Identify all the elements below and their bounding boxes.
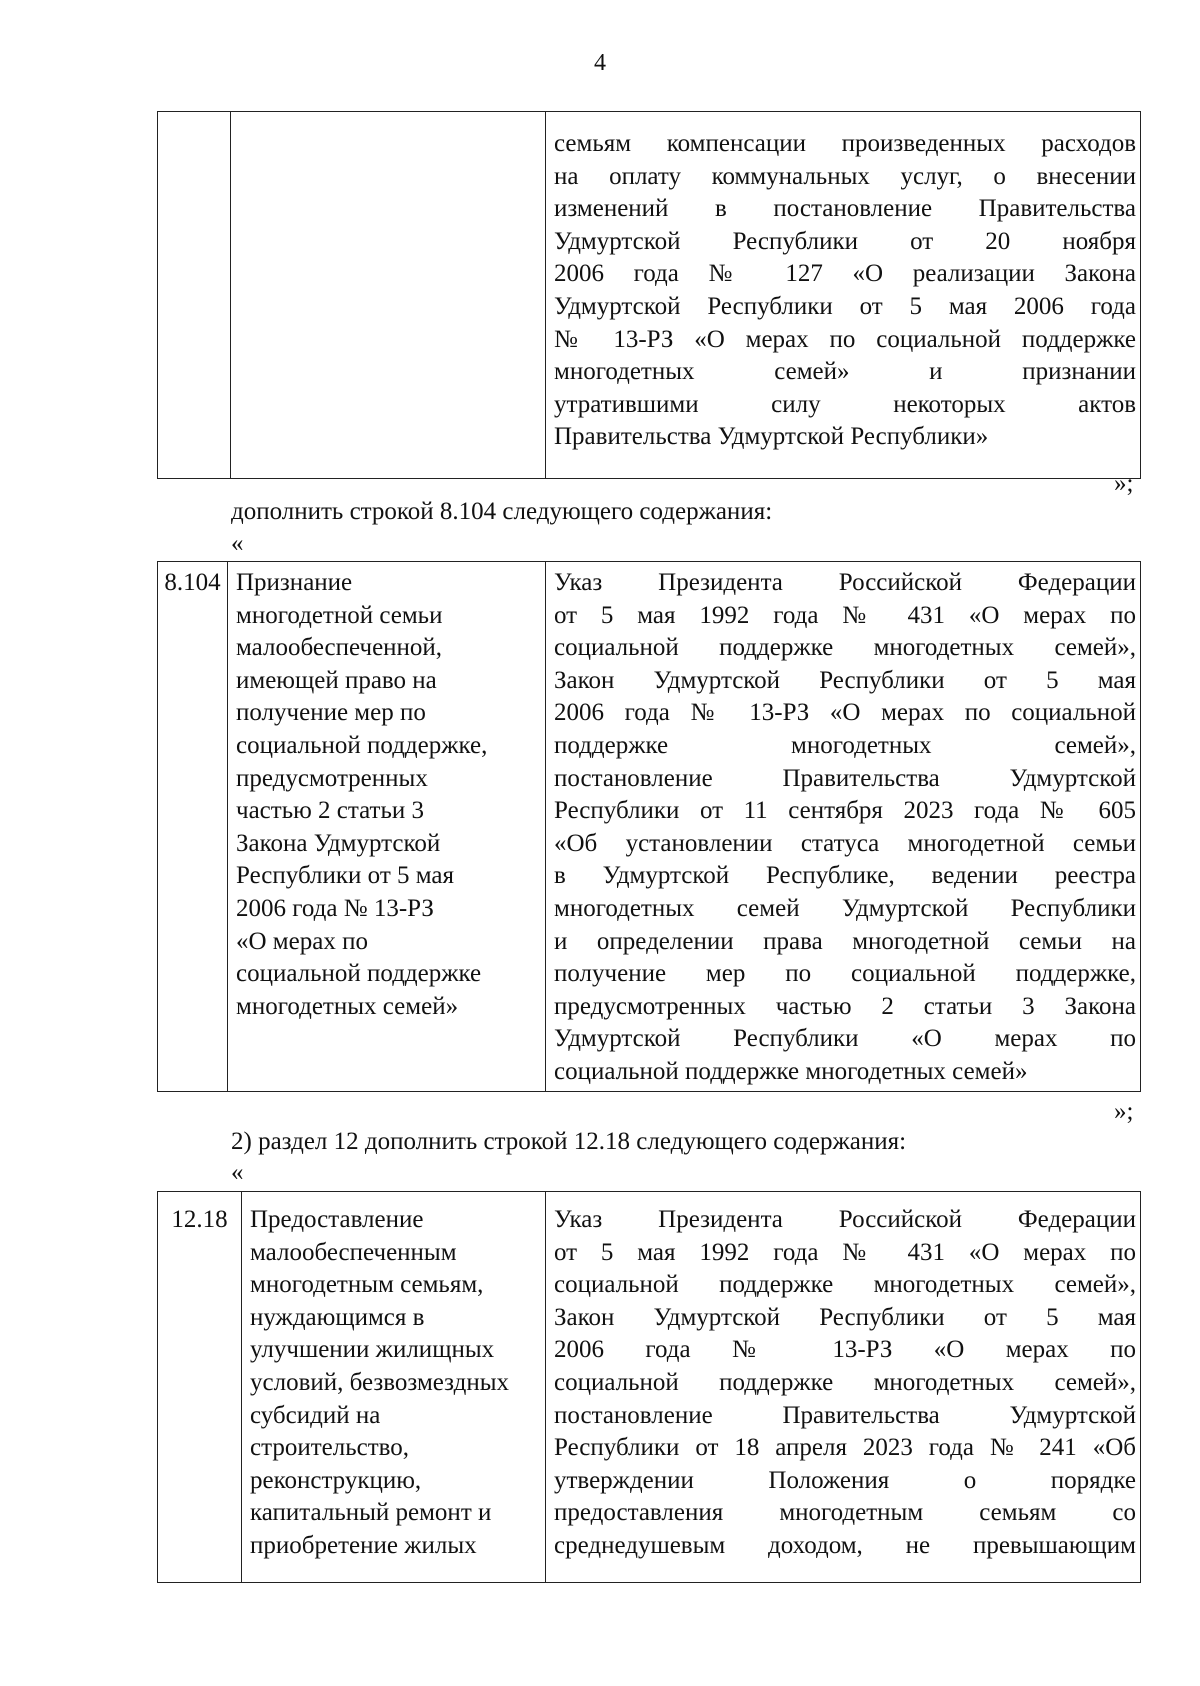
text-line: на оплату коммунальных услуг, о внесении: [554, 162, 1136, 190]
text-line: капитальный ремонт и: [250, 1499, 492, 1527]
text-line: семьям компенсации произведенных расходов: [554, 130, 1136, 157]
text-line: социальной поддержке многодетных семей»,: [554, 634, 1136, 662]
text-line: имеющей право на: [236, 666, 437, 694]
paragraph-section-12: 2) раздел 12 дополнить строкой 12.18 следующего содержания:: [231, 1128, 907, 1155]
text-line: нуждающимся в: [250, 1303, 425, 1331]
text-line: Закона Удмуртской: [236, 829, 441, 857]
cell-legal-basis: [546, 562, 1141, 1092]
text-line: малообеспеченным: [250, 1238, 457, 1266]
text-line: Республики от 11 сентября 2023 года № 605: [554, 797, 1136, 825]
text-line: Предоставление: [250, 1206, 424, 1233]
text-line: многодетных семей» и признании: [554, 358, 1136, 386]
text-line: получение мер по социальной поддержке,: [554, 960, 1136, 988]
text-line: среднедушевым доходом, не превышающим: [554, 1531, 1136, 1559]
text-line: условий, безвозмездных: [250, 1368, 509, 1396]
text-line: «Об установлении статуса многодетной семьи: [554, 829, 1136, 857]
text-line: Указ Президента Российской Федерации: [554, 569, 1136, 596]
text-line: утверждении Положения о порядке: [554, 1466, 1136, 1494]
text-line: № 13-РЗ «О мерах по социальной поддержке: [554, 325, 1136, 353]
text-line: постановление Правительства Удмуртской: [554, 764, 1136, 792]
text-line: строительство,: [250, 1434, 410, 1462]
cell-service: [231, 112, 546, 479]
table-row: [158, 1192, 1141, 1583]
opening-quote: «: [231, 1159, 244, 1186]
cell-number: 8.104: [158, 562, 228, 1092]
text-line: от 5 мая 1992 года № 431 «О мерах по: [554, 601, 1136, 629]
cell-number: 12.18: [158, 1192, 242, 1583]
text-line: улучшении жилищных: [250, 1336, 495, 1364]
text-line: Республики от 5 мая: [236, 862, 455, 890]
text-line: субсидий на: [250, 1401, 381, 1429]
text-line: изменений в постановление Правительства: [554, 195, 1136, 223]
cell-legal-basis: [546, 112, 1141, 479]
text-line: Удмуртской Республики от 20 ноября: [554, 227, 1136, 255]
text-line: предусмотренных частью 2 статьи 3 Закона: [554, 992, 1136, 1020]
text-line: Удмуртской Республики «О мерах по: [554, 1025, 1136, 1053]
text-line: многодетным семьям,: [250, 1271, 484, 1299]
text-line: Указ Президента Российской Федерации: [554, 1206, 1136, 1233]
cell-legal-basis: [546, 1192, 1141, 1583]
text-line: Закон Удмуртской Республики от 5 мая: [554, 1303, 1136, 1331]
text-line: Удмуртской Республики от 5 мая 2006 года: [554, 292, 1136, 320]
text-line: многодетных семей»: [236, 992, 459, 1020]
opening-quote: «: [231, 530, 244, 557]
text-line: социальной поддержке многодетных семей»,: [554, 1368, 1136, 1396]
text-line: 2006 года № 127 «О реализации Закона: [554, 260, 1136, 288]
text-line: 2006 года № 13-РЗ: [236, 894, 434, 922]
text-line: получение мер по: [236, 699, 426, 727]
text-line: 2006 года № 13-РЗ «О мерах по: [554, 1336, 1136, 1364]
text-line: частью 2 статьи 3: [236, 797, 425, 825]
cell-service: [228, 562, 546, 1092]
text-line: утратившими силу некоторых актов: [554, 390, 1136, 418]
cell-service: [242, 1192, 546, 1583]
table-row: [158, 562, 1141, 1092]
text-line: Закон Удмуртской Республики от 5 мая: [554, 666, 1136, 694]
table-continuation: [157, 111, 1141, 479]
table-row: [158, 112, 1141, 479]
table-row-1218: [157, 1191, 1141, 1583]
cell-number: [158, 112, 231, 479]
text-line: в Удмуртской Республике, ведении реестра: [554, 862, 1136, 890]
text-line: многодетных семей Удмуртской Республики: [554, 894, 1136, 922]
text-line: «О мерах по: [236, 927, 368, 955]
closing-quote: »;: [1114, 470, 1134, 497]
text-line: социальной поддержке многодетных семей»: [554, 1057, 1028, 1085]
text-line: 2006 года № 13-РЗ «О мерах по социальной: [554, 699, 1136, 727]
page-number: 4: [594, 50, 606, 76]
text-line: и определении права многодетной семьи на: [554, 927, 1136, 955]
paragraph-add-row-8104: дополнить строкой 8.104 следующего содержания:: [231, 498, 773, 525]
text-line: социальной поддержке многодетных семей»,: [554, 1271, 1136, 1299]
text-line: Республики от 18 апреля 2023 года № 241 «Об: [554, 1434, 1136, 1462]
text-line: многодетной семьи: [236, 601, 443, 629]
text-line: приобретение жилых: [250, 1531, 477, 1559]
text-line: социальной поддержке,: [236, 731, 488, 759]
text-line: предоставления многодетным семьям со: [554, 1499, 1136, 1527]
text-line: Правительства Удмуртской Республики»: [554, 423, 989, 451]
table-row-8104: [157, 561, 1141, 1092]
text-line: Признание: [236, 569, 353, 596]
text-line: реконструкцию,: [250, 1466, 422, 1494]
text-line: предусмотренных: [236, 764, 428, 792]
text-line: от 5 мая 1992 года № 431 «О мерах по: [554, 1238, 1136, 1266]
text-line: поддержке многодетных семей»,: [554, 731, 1136, 759]
text-line: малообеспеченной,: [236, 634, 443, 662]
text-line: постановление Правительства Удмуртской: [554, 1401, 1136, 1429]
closing-quote: »;: [1114, 1098, 1134, 1125]
text-line: социальной поддержке: [236, 960, 482, 988]
